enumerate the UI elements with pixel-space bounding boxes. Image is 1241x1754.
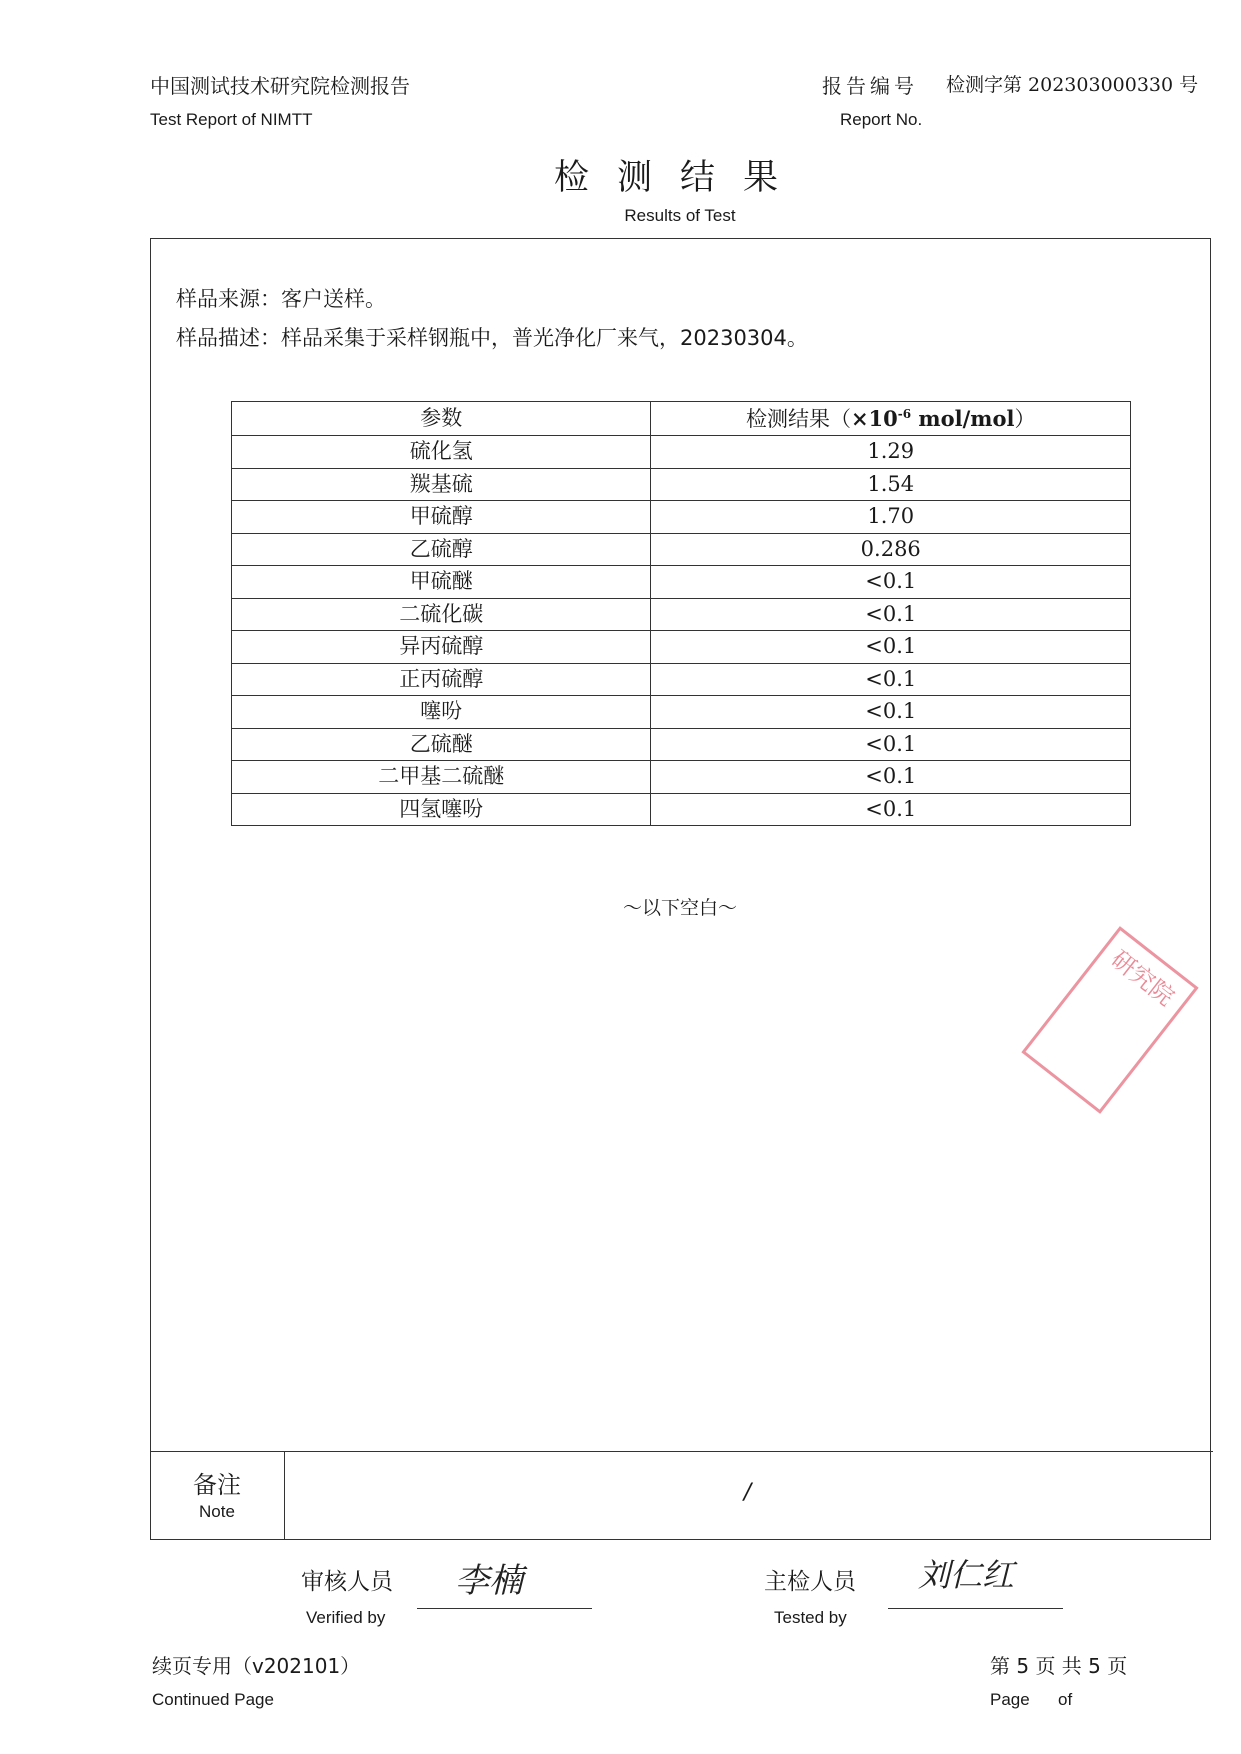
value-cell: <0.1 xyxy=(651,566,1131,599)
sample-description: 样品描述：样品采集于采样钢瓶中，普光净化厂来气，20230304。 xyxy=(176,326,808,350)
param-cell: 正丙硫醇 xyxy=(232,663,651,696)
param-cell: 羰基硫 xyxy=(232,468,651,501)
value-cell: 0.286 xyxy=(651,533,1131,566)
page-number-en: Page of xyxy=(990,1690,1073,1709)
sample-source: 样品来源：客户送样。 xyxy=(176,287,386,311)
table-row xyxy=(232,631,1131,664)
header-param: 参数 xyxy=(232,402,651,436)
verifier-signature: 李楠 xyxy=(455,1561,523,1601)
verifier-signature-line xyxy=(417,1608,592,1609)
param-cell: 甲硫醇 xyxy=(232,501,651,534)
table-row xyxy=(232,533,1131,566)
report-no-label-en: Report No. xyxy=(840,110,923,129)
param-cell: 异丙硫醇 xyxy=(232,631,651,664)
tested-by-label-cn: 主检人员 xyxy=(764,1569,856,1595)
results-table xyxy=(231,401,1131,826)
verified-by-label-en: Verified by xyxy=(306,1608,386,1627)
table-row xyxy=(232,566,1131,599)
value-cell: <0.1 xyxy=(651,598,1131,631)
report-no-label: 报告编号 xyxy=(822,74,918,98)
tester-signature-line xyxy=(888,1608,1063,1609)
org-title-en: Test Report of NIMTT xyxy=(150,110,313,129)
value-cell: <0.1 xyxy=(651,761,1131,794)
table-row xyxy=(232,468,1131,501)
param-cell: 噻吩 xyxy=(232,696,651,729)
param-cell: 四氢噻吩 xyxy=(232,793,651,826)
page-title: 检测结果 xyxy=(553,158,806,198)
table-row xyxy=(232,501,1131,534)
continued-page-label-cn: 续页专用（v202101） xyxy=(152,1654,361,1678)
verified-by-label-cn: 审核人员 xyxy=(301,1569,393,1595)
value-cell: <0.1 xyxy=(651,728,1131,761)
table-row xyxy=(232,598,1131,631)
page-number-cn: 第 5 页 共 5 页 xyxy=(990,1654,1128,1678)
org-title-cn: 中国测试技术研究院检测报告 xyxy=(150,74,410,98)
param-cell: 二硫化碳 xyxy=(232,598,651,631)
value-cell: <0.1 xyxy=(651,696,1131,729)
table-row xyxy=(232,728,1131,761)
param-cell: 二甲基二硫醚 xyxy=(232,761,651,794)
value-cell: <0.1 xyxy=(651,631,1131,664)
table-row xyxy=(232,436,1131,469)
tester-signature: 刘仁红 xyxy=(918,1556,1015,1594)
value-cell: <0.1 xyxy=(651,663,1131,696)
value-cell: 1.70 xyxy=(651,501,1131,534)
note-label-en: Note xyxy=(199,1502,235,1521)
value-cell: <0.1 xyxy=(651,793,1131,826)
table-row xyxy=(232,793,1131,826)
page-title-en: Results of Test xyxy=(624,206,736,225)
value-cell: 1.54 xyxy=(651,468,1131,501)
table-row xyxy=(232,761,1131,794)
note-value: / xyxy=(743,1480,752,1505)
frame-divider xyxy=(150,1451,1213,1452)
header-result: 检测结果（$\times 10^{-6}$ mol/mol） xyxy=(651,402,1131,436)
param-cell: 乙硫醚 xyxy=(232,728,651,761)
param-cell: 甲硫醚 xyxy=(232,566,651,599)
tested-by-label-en: Tested by xyxy=(774,1608,847,1627)
report-no-value: 检测字第 202303000330 号 xyxy=(946,74,1199,96)
value-cell: 1.29 xyxy=(651,436,1131,469)
param-cell: 硫化氢 xyxy=(232,436,651,469)
param-cell: 乙硫醇 xyxy=(232,533,651,566)
table-row xyxy=(232,663,1131,696)
table-header-row xyxy=(232,402,1131,436)
blank-note: ～以下空白～ xyxy=(622,897,737,919)
note-label-cn: 备注 xyxy=(193,1471,241,1499)
official-stamp: 研究院 xyxy=(1021,926,1198,1114)
table-row xyxy=(232,696,1131,729)
continued-page-label-en: Continued Page xyxy=(152,1690,274,1709)
